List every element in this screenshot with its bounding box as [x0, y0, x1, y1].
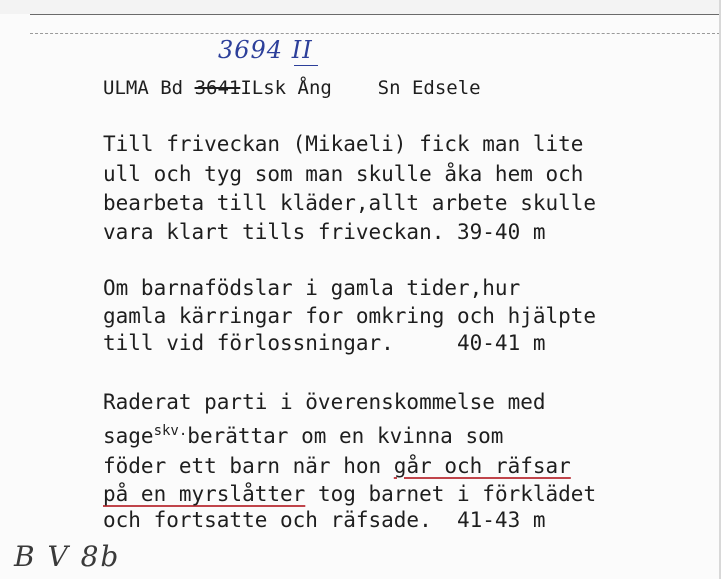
district: Lsk Ång — [251, 77, 332, 99]
text-line: vara klart tills friveckan. 39-40 m — [103, 220, 546, 244]
superscript-abbrev: skv. — [153, 423, 188, 439]
card-header — [103, 76, 481, 100]
text-fragment: tog barnet i förklädet — [305, 482, 597, 506]
bd-struck-number: 3641 — [194, 77, 241, 99]
underlined-fragment: på en myrslåtter — [103, 482, 306, 506]
text-line: gamla kärringar for omkring och hjälpte — [103, 304, 597, 328]
text-line — [103, 424, 503, 451]
card-top-edge — [0, 0, 721, 14]
archive-name: ULMA — [103, 77, 149, 99]
handwritten-code: B V 8b — [14, 540, 121, 573]
handwritten-roman-underline — [294, 65, 318, 66]
text-line: Till friveckan (Mikaeli) fick man lite — [103, 132, 584, 156]
text-line: till vid förlossningar. 40-41 m — [103, 331, 546, 355]
underlined-fragment: går och räfsar — [393, 454, 571, 478]
dashed-rule — [30, 33, 720, 34]
parish: Sn Edsele — [377, 77, 481, 99]
top-rule — [30, 14, 720, 15]
text-line: Raderat parti i överenskommelse med — [103, 390, 546, 414]
handwritten-roman: II — [291, 36, 313, 64]
handwritten-number — [218, 36, 313, 64]
bd-suffix: I — [240, 77, 252, 99]
text-line — [103, 454, 571, 478]
text-fragment: föder ett barn när hon — [103, 454, 394, 478]
handwritten-number-digits: 3694 — [218, 36, 284, 64]
text-line: och fortsatte och räfsade. 41-43 m — [103, 508, 546, 532]
text-fragment: sage — [103, 424, 154, 448]
bd-label: Bd — [160, 77, 184, 99]
text-line: bearbeta till kläder,allt arbete skulle — [103, 191, 597, 215]
text-line — [103, 482, 596, 506]
text-line: ull och tyg som man skulle åka hem och — [103, 162, 584, 186]
text-fragment: berättar om en kvinna som — [187, 424, 504, 448]
text-line: Om barnafödslar i gamla tider,hur — [103, 276, 521, 300]
